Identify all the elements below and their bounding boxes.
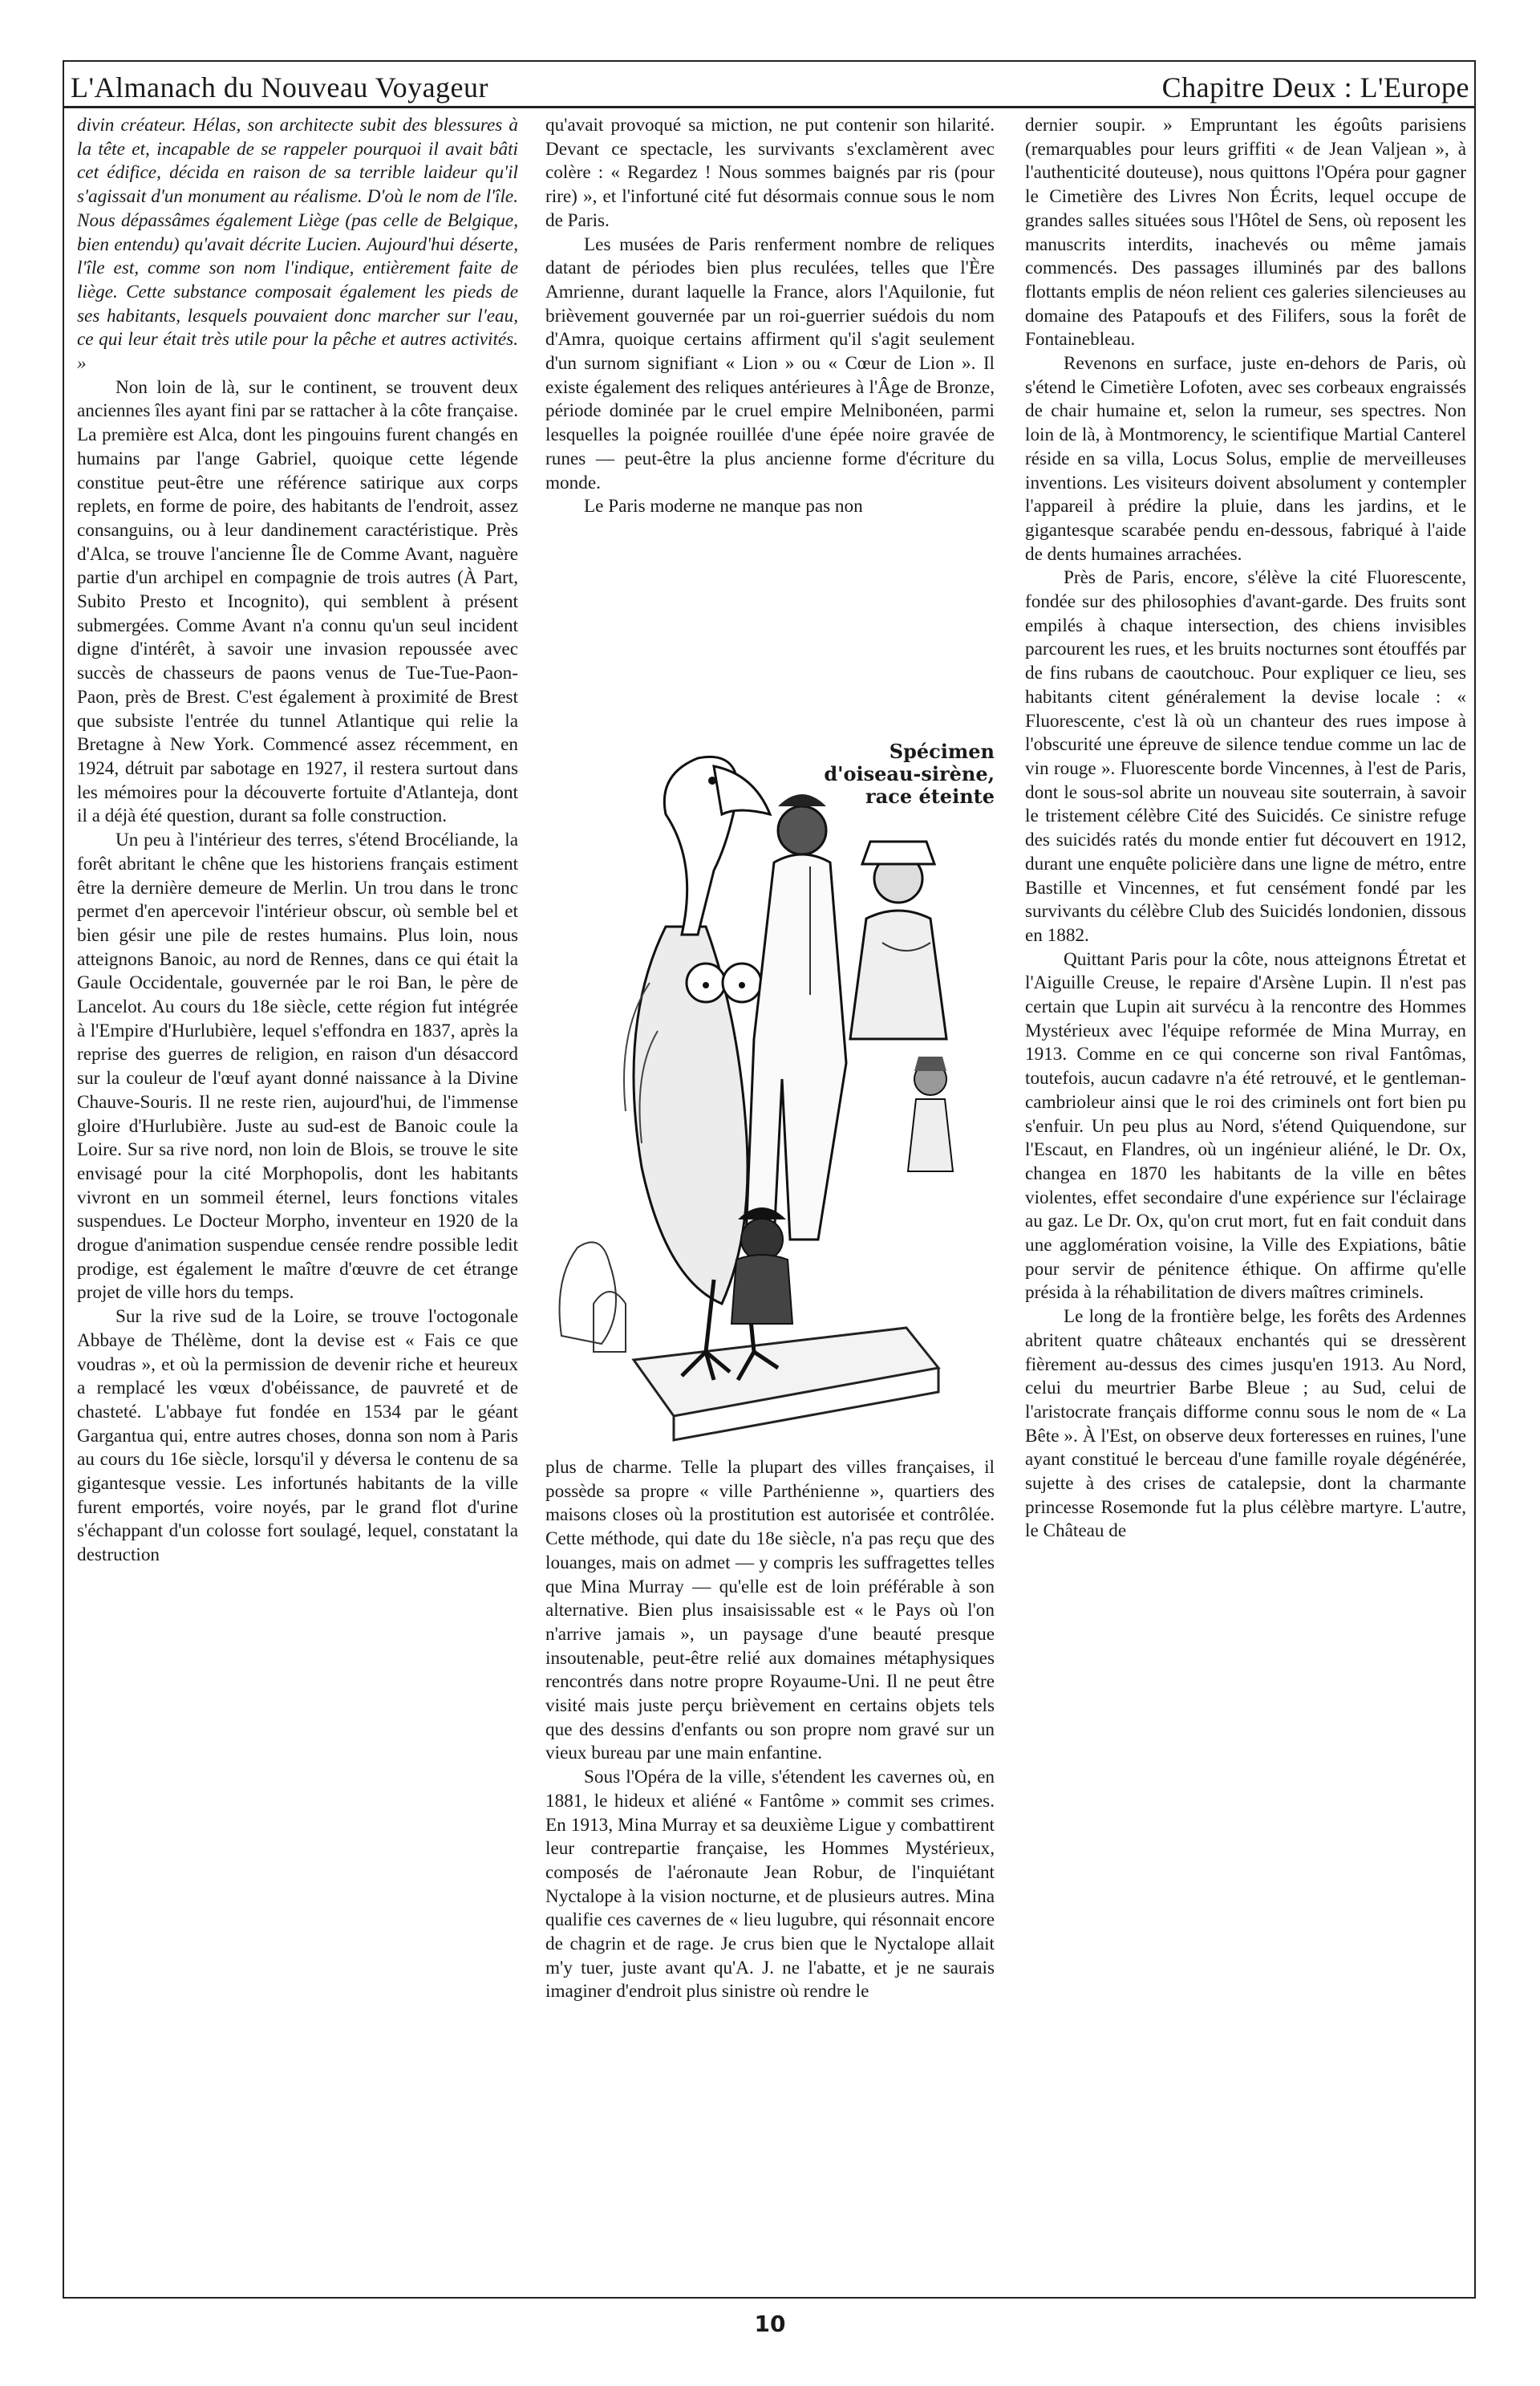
header-rule: [63, 106, 1476, 108]
paragraph: divin créateur. Hélas, son architecte subit des blessures à la tête et, incapable de se rappeler pourquoi il avait bâti cet édifice, décida en raison de sa terrible laideur qu'il s'agissait d'un monument au réalisme. D'où le nom de l'île. Nous dépassâmes également Liège (pas celle de Belgique, bien entendu) qu'avait décrite Lucien. Aujourd'hui déserte, l'île est, comme son nom l'indique, entièrement faite de liège. Cette substance composait également les pieds de ses habitants, lesquels pouvaient donc marcher sur l'eau, ce qui leur était très utile pour la pêche et autres activités. »: [77, 115, 518, 375]
paragraph: Un peu à l'intérieur des terres, s'étend Brocéliande, la forêt abritant le chêne que les historiens français estiment être la dernière demeure de Merlin. Un trou dans le tronc permet d'en apercevoir l'intérieur obscur, où semble bel et bien gésir une pile de restes humains. Plus loin, nous atteignons Banoic, au nord de Rennes, dans ce qui était la Gaule Occidentale, gouvernée par le roi Ban, le père de Lancelot. Au cours du 18e siècle, cette région fut intégrée à l'Empire d'Hurlubière, lequel s'effondra en 1837, après la reprise des guerres de religion, en raison d'un désaccord sur la couleur de l'œuf ayant donné naissance à la Divine Chauve-Souris. Il ne reste rien, aujourd'hui, de l'immense gloire d'Hurlubière. Juste au sud-est de Banoic coule la Loire. Sur sa rive nord, non loin de Blois, se trouve le site envisagé pour la cité Morphopolis, dont les habitants vivront en un sommeil éternel, leurs fonctions vitales suspendues. Le Docteur Morpho, inventeur en 1920 de la drogue d'animation suspendue censée rendre possible ledit prodige, est également le maître d'œuvre de cet étrange projet de ville hors du temps.: [77, 830, 518, 1304]
paragraph: dernier soupir. » Empruntant les égoûts parisiens (remarquables pour leurs griffiti « de Jean Valjean », à l'authenticité douteuse), nous quittons l'Opéra pour gagner le Cimetière des Livres Non Écrits, lequel occupe de grandes salles situées sous l'Hôtel de Sens, où reposent les manuscrits interdits, inachevés ou même jamais commencés. Des passages illuminés par des ballons flottants emplis de néon relient ces galeries silencieuses au domaine des Patapoufs et des Filifers, sous la forêt de Fontainebleau.: [1025, 115, 1466, 351]
caption-line: Spécimen: [889, 740, 995, 763]
paragraph: Sur la rive sud de la Loire, se trouve l'octogonale Abbaye de Thélème, dont la devise est « Fais ce que voudras », et où la permission de devenir riche et heureux a remplacé les vœux d'obéissance, de pauvreté et de chasteté. L'abbaye fut fondée en 1534 par le géant Gargantua qui, entre autres choses, donna son nom à Paris au cours du 16e siècle, lorsqu'il y déversa le contenu de sa gigantesque vessie. Les infortunés habitants de la ville furent emportés, voire noyés, par le grand flot d'urine s'échappant d'un colosse fort soulagé, lequel, constatant la destruction: [77, 1306, 518, 1566]
text-column-middle-top: [545, 114, 995, 519]
running-head-left: L'Almanach du Nouveau Voyageur: [71, 71, 489, 103]
paragraph: Le Paris moderne ne manque pas non: [584, 496, 863, 517]
text-column-middle-bottom: [545, 1456, 995, 2004]
paragraph: qu'avait provoqué sa miction, ne put contenir son hilarité. Devant ce spectacle, les survivants s'exclamèrent avec colère : « Regardez ! Nous sommes baignés par ris (pour rire) », et l'infortuné cité fut désormais connue sous le nom de Paris.: [545, 115, 995, 231]
paragraph: Le long de la frontière belge, les forêts des Ardennes abritent quatre châteaux enchantés qui se dressèrent fièrement au-dessus des cimes jusqu'en 1913. Au Nord, celui du meurtrier Barbe Bleue ; au Sud, celui de l'aristocrate français difforme connu sous le nom de « La Bête ». À l'Est, on observe deux forteresses en ruines, l'une ayant constitué le berceau d'une famille royale dégénérée, sujette à des crises de catalepsie, dont la charmante princesse Rosemonde fut la plus célèbre martyre. L'autre, le Château de: [1025, 1306, 1466, 1542]
paragraph: Près de Paris, encore, s'élève la cité Fluorescente, fondée sur des philosophies d'avant-garde. Des fruits sont empilés à chaque intersection, des chiens invisibles parcourent les rues, et les bruits nocturnes sont étouffés par de fins rubans de caoutchouc. Pour expliquer ce lieu, ses habitants citent généralement la devise locale : « Fluorescente, c'est là où un chanteur des rues impose à l'obscurité une épreuve de silence tendue comme un lac de vin rouge ». Fluorescente borde Vincennes, à l'est de Paris, dont le sous-sol abrite un nouveau site souterrain, à savoir le tristement célèbre Cité des Suicidés. Ce sinistre refuge des suicidés ratés du monde entier fut découvert en 1912, durant une enquête policière dans une ligne de métro, entre Bastille et Vincennes, et fut censément fondé par les survivants du célèbre Club des Suicidés londonien, dissous en 1882.: [1025, 567, 1466, 946]
paragraph: Non loin de là, sur le continent, se trouvent deux anciennes îles ayant fini par se rattacher à la côte française. La première est Alca, dont les pingouins furent changés en humains par l'ange Gabriel, quoique cette légende constitue peut-être une référence satirique aux corps replets, en forme de poire, des habitants de l'endroit, assez consanguins, ou à leur dandinement caractéristique. Près d'Alca, se trouve l'ancienne Île de Comme Avant, naguère partie d'un archipel en compagnie de trois autres (À Part, Subito Presto et Incognito), qui semblent à présent submergées. Comme Avant n'a connu qu'un seul incident digne d'intérêt, à savoir une invasion repoussée avec succès de chasseurs de paons venus de Tue-Tue-Paon-Paon, près de Brest. C'est également à proximité de Brest que subsiste l'entrée du tunnel Atlantique qui relie la Bretagne à New York. Commencé assez récemment, en 1924, détruit par sabotage en 1927, il restera surtout dans les mémoires pour la découverte fortuite d'Atlanteja, dont il a déjà été question, durant sa folle construction.: [77, 376, 518, 827]
paragraph: Quittant Paris pour la côte, nous atteignons Étretat et l'Aiguille Creuse, le repaire d'Arsène Lupin. Il n'est pas certain que Lupin ait survécu à la rencontre des Hommes Mystérieux avec l'équipe reformée de Mina Murray, en 1913. Comme en ce qui concerne son rival Fantômas, toutefois, aucun cadavre n'a été retrouvé, et le gentleman-cambrioleur ainsi que le roi des criminels ont fort bien pu s'enfuir. Un peu plus au Nord, s'étend Quiquendone, sur l'Escaut, en Flandres, où un ingénieur aliéné, le Dr. Ox, changea en 1870 les habitants de la ville en bêtes violentes, effet secondaire d'une expérience sur l'éclairage au gaz. Le Dr. Ox, qu'on crut mort, fut en fait conduit dans une agglomération voisine, la Ville des Expiations, bâtie pour servir de pénitence éthique. On affirme qu'elle présida à la réhabilitation de divers maîtres criminels.: [1025, 948, 1466, 1304]
paragraph: Revenons en surface, juste en-dehors de Paris, où s'étend le Cimetière Lofoten, avec ses corbeaux engraissés de chair humaine et, selon la rumeur, ses spectres. Non loin de là, à Montmorency, le scientifique Martial Canterel réside en sa villa, Locus Solus, emplie de merveilleuses inventions. Les visiteurs doivent absolument y contempler l'appareil à prédire la pluie, dans les jardins, et le gigantesque scarabée pendu en-dessous, fabriqué à l'aide de dents humaines arrachées.: [1025, 353, 1466, 565]
paragraph: Les musées de Paris renferment nombre de reliques datant de périodes bien plus reculées, telles que l'Ère Amrienne, durant laquelle la France, alors l'Aquilonie, fut brièvement gouvernée par un roi-guerrier suédois du nom d'Amra, quoique certains affirment qu'il s'agit seulement d'un surnom signifiant « Lion » ou « Cœur de Lion ». Il existe également des reliques antérieures à l'Âge de Bronze, période dominée par le cruel empire Melnibonéen, parmi lesquelles la poignée rouillée d'une épée noire gravée de runes — peut-être la plus ancienne forme d'écriture du monde.: [545, 233, 995, 493]
caption-line: d'oiseau-sirène,: [824, 762, 995, 785]
illustration: [545, 726, 995, 1448]
page-number: 10: [754, 2311, 786, 2337]
running-head-right: Chapitre Deux : L'Europe: [1161, 71, 1469, 103]
text-column-left: [77, 114, 518, 1568]
illustration-caption: [824, 741, 995, 808]
paragraph: Sous l'Opéra de la ville, s'étendent les cavernes où, en 1881, le hideux et aliéné « Fantôme » commit ses crimes. En 1913, Mina Murray et sa deuxième Ligue y combattirent leur contrepartie française, les Hommes Mystérieux, composés de l'aéronaute Jean Robur, de l'inquiétant Nyctalope à la vision nocturne, et de plusieurs autres. Mina qualifie ces cavernes de « lieu lugubre, qui résonnait encore de chagrin et de rage. Je crus bien que le Nyctalope allait m'y tuer, juste avant qu'A. J. ne l'abatte, et je ne saurais imaginer d'endroit plus sinistre où rendre le: [545, 1767, 995, 2003]
caption-line: race éteinte: [865, 785, 995, 808]
paragraph: plus de charme. Telle la plupart des villes françaises, il possède sa propre « ville Parthénienne », quartiers des maisons closes où la prostitution est autorisée et contrôlée. Cette méthode, qui date du 18e siècle, n'a pas reçu que des louanges, mais on admet — y compris les suffragettes telles que Mina Murray — qu'elle est de loin préférable à son alternative. Bien plus insaisissable est « le Pays où l'on n'arrive jamais », un paysage d'une beauté presque insoutenable, peut-être relié aux domaines métaphysiques rencontrés dans notre propre Royaume-Uni. Il ne peut être visité mais juste perçu brièvement en certains objets tels que des dessins d'enfants ou son propre nom gravé sur un vieux bureau par une main enfantine.: [545, 1457, 995, 1764]
bird-siren-illustration: [545, 726, 995, 1448]
text-column-right: [1025, 114, 1466, 1544]
